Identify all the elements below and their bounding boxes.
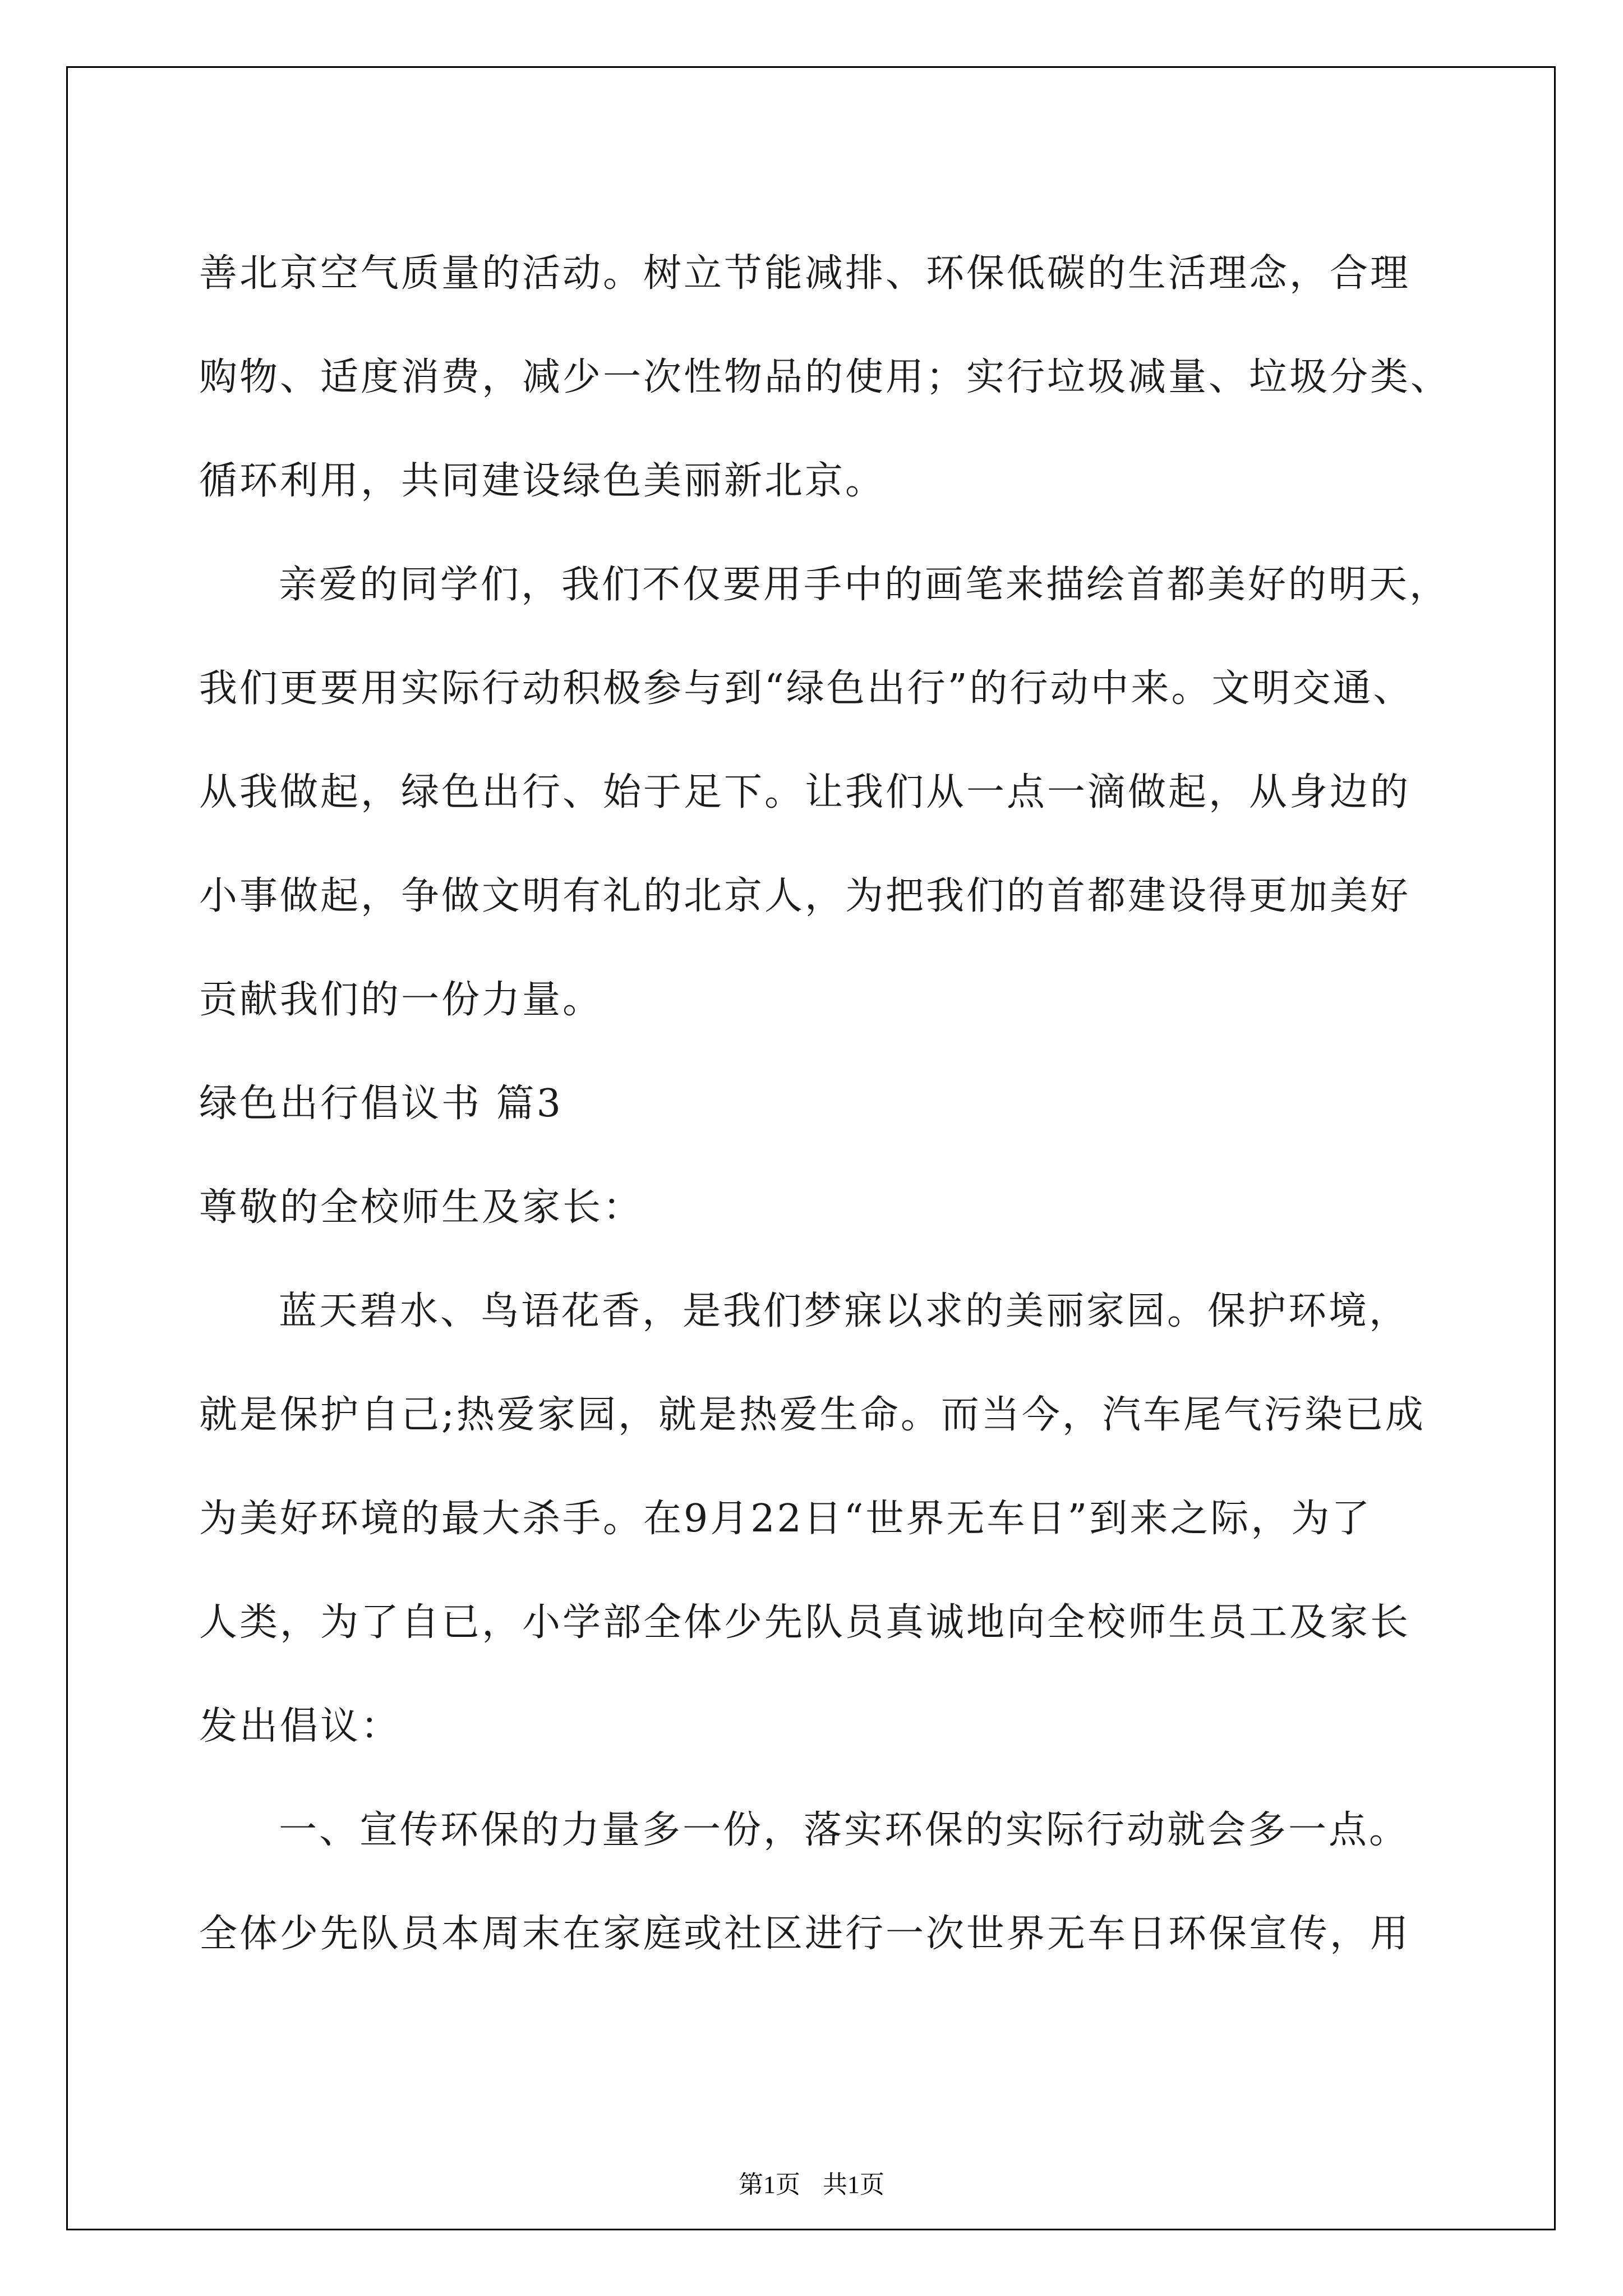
text-line: 我们更要用实际行动积极参与到“绿色出行”的行动中来。文明交通、 xyxy=(199,666,1414,711)
page-footer xyxy=(0,2164,1623,2200)
paragraph-start: 蓝天碧水、鸟语花香，是我们梦寐以求的美丽家园。保护环境， xyxy=(279,1289,1410,1333)
text-line: 发出倡议： xyxy=(199,1704,402,1749)
document-body xyxy=(199,222,1451,1986)
text-line: 从我做起，绿色出行、始于足下。让我们从一点一滴做起，从身边的 xyxy=(199,770,1411,815)
page-number: 第1页 xyxy=(739,2171,800,2198)
paragraph-start: 一、宣传环保的力量多一份，落实环保的实际行动就会多一点。 xyxy=(279,1808,1410,1852)
text-line: 就是保护自己;热爱家园，就是热爱生命。而当今，汽车尾气污染已成 xyxy=(199,1393,1426,1437)
text-line: 全体少先队员本周末在家庭或社区进行一次世界无车日环保宣传，用 xyxy=(199,1912,1411,1956)
text-line: 人类，为了自已，小学部全体少先队员真诚地向全校师生员工及家长 xyxy=(199,1600,1411,1645)
salutation: 尊敬的全校师生及家长： xyxy=(199,1185,644,1230)
text-line: 购物、适度消费，减少一次性物品的使用；实行垃圾减量、垃圾分类、 xyxy=(199,355,1451,399)
text-line: 为美好环境的最大杀手。在9月22日“世界无车日”到来之际，为了 xyxy=(199,1497,1372,1541)
paragraph-start: 亲爱的同学们，我们不仅要用手中的画笔来描绘首都美好的明天， xyxy=(279,563,1450,607)
text-line: 小事做起，争做文明有礼的北京人，为把我们的首都建设得更加美好 xyxy=(199,874,1411,918)
text-line: 贡献我们的一份力量。 xyxy=(199,978,603,1022)
text-line: 善北京空气质量的活动。树立节能减排、环保低碳的生活理念，合理 xyxy=(199,251,1411,296)
page-total: 共1页 xyxy=(823,2171,884,2198)
text-line: 循环利用，共同建设绿色美丽新北京。 xyxy=(199,459,886,503)
section-heading: 绿色出行倡议书 篇3 xyxy=(199,1082,563,1126)
